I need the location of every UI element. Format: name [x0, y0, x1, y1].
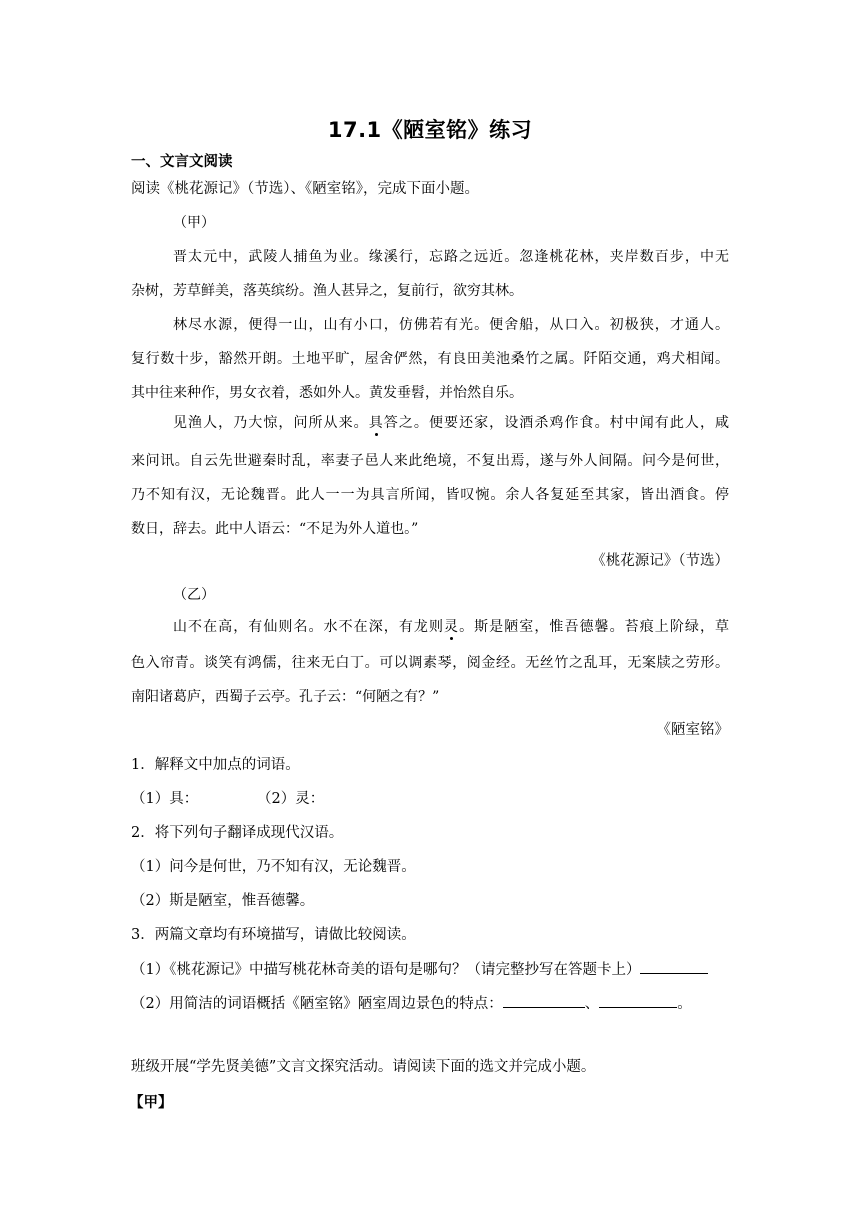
question-1-part-1: （1）具：	[131, 791, 199, 807]
page-title: 17.1《陋室铭》练习	[327, 118, 533, 142]
jia-p3-text-a: 见渔人，乃大惊，问所从来。	[173, 415, 369, 431]
question-2-part-2: （2）斯是陋室，惟吾德馨。	[131, 893, 315, 909]
intro-text: 阅读《桃花源记》（节选）、《陋室铭》，完成下面小题。	[131, 181, 479, 197]
jia-bracket-heading: 【甲】	[129, 1095, 173, 1111]
question-3-part-2-text: （2）用简洁的词语概括《陋室铭》陋室周边景色的特点：	[131, 996, 503, 1012]
jia-p2-line2: 复行数十步，豁然开朗。土地平旷，屋舍俨然，有良田美池桑竹之属。阡陌交通，鸡犬相闻。	[131, 351, 729, 367]
jia-label: （甲）	[173, 215, 215, 231]
separator: 、	[584, 996, 600, 1012]
yi-p1-text-b: 。斯是陋室，惟吾德馨。苔痕上阶绿，草	[459, 619, 730, 635]
jia-p2-line1: 林尽水源，便得一山，山有小口，仿佛若有光。便舍船，从口入。初极狭，才通人。	[173, 317, 729, 333]
answer-blank[interactable]	[503, 993, 585, 1008]
jia-p3-line1	[173, 413, 729, 433]
section-heading: 一、文言文阅读	[131, 154, 233, 170]
yi-label: （乙）	[173, 587, 215, 603]
question-1: 1．解释文中加点的词语。	[131, 757, 300, 773]
question-3-part-1-text: （1）《桃花源记》中描写桃花林奇美的语句是哪句？（请完整抄写在答题卡上）	[131, 962, 641, 978]
dotted-word-ling: 灵	[444, 619, 460, 635]
jia-p3-line4: 数日，辞去。此中人语云：“不足为外人道也。”	[131, 521, 419, 537]
answer-blank[interactable]	[599, 993, 677, 1008]
question-2: 2．将下列句子翻译成现代汉语。	[131, 825, 344, 841]
yi-source: 《陋室铭》	[656, 722, 729, 738]
answer-blank[interactable]	[640, 959, 708, 974]
yi-p1-text-a: 山不在高，有仙则名。水不在深，有龙则	[173, 619, 444, 635]
period: 。	[677, 996, 692, 1012]
yi-p1-line3: 南阳诸葛庐，西蜀子云亭。孔子云：“何陋之有？”	[131, 689, 440, 705]
jia-p3-line2: 来问讯。自云先世避秦时乱，率妻子邑人来此绝境，不复出焉，遂与外人间隔。问今是何世，	[131, 453, 729, 469]
question-3: 3．两篇文章均有环境描写，请做比较阅读。	[131, 927, 416, 943]
jia-p2-line3: 其中往来种作，男女衣着，悉如外人。黄发垂髫，并怡然自乐。	[131, 385, 523, 401]
question-1-part-2: （2）灵：	[257, 791, 325, 807]
yi-p1-line1	[173, 617, 729, 637]
question-3-part-1	[131, 959, 708, 980]
dotted-word-ju: 具	[368, 415, 384, 431]
yi-p1-line2: 色入帘青。谈笑有鸿儒，往来无白丁。可以调素琴，阅金经。无丝竹之乱耳，无案牍之劳形。	[131, 655, 729, 671]
question-3-part-2	[131, 993, 692, 1014]
jia-source: 《桃花源记》（节选）	[591, 553, 729, 569]
jia-p1-line2: 杂树，芳草鲜美，落英缤纷。渔人甚异之，复前行，欲穷其林。	[131, 283, 523, 299]
activity-intro: 班级开展“学先贤美德”文言文探究活动。请阅读下面的选文并完成小题。	[131, 1059, 596, 1075]
jia-p1-line1: 晋太元中，武陵人捕鱼为业。缘溪行，忘路之远近。忽逢桃花林，夹岸数百步，中无	[173, 249, 729, 265]
jia-p3-text-b: 答之。便要还家，设酒杀鸡作食。村中闻有此人，咸	[383, 415, 730, 431]
question-2-part-1: （1）问今是何世，乃不知有汉，无论魏晋。	[131, 859, 416, 875]
jia-p3-line3: 乃不知有汉，无论魏晋。此人一一为具言所闻，皆叹惋。余人各复延至其家，皆出酒食。停	[131, 487, 729, 503]
